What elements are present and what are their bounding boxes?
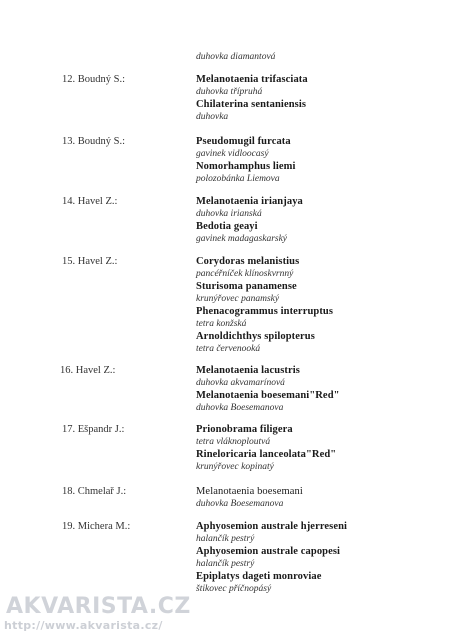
entry-number: 13. Boudný S.: xyxy=(62,136,126,147)
watermark-logo-text: AKVARISTA.CZ xyxy=(6,594,191,619)
scientific-name: Phenacogrammus interruptus xyxy=(196,306,334,317)
scientific-name: Melanotaenia boesemani xyxy=(196,486,303,497)
common-name: tetra červenooká xyxy=(196,344,261,354)
common-name: štikovec příčnopásý xyxy=(196,584,272,594)
scientific-name: Bedotia geayi xyxy=(196,221,258,232)
scientific-name: Sturisoma panamense xyxy=(196,281,297,292)
common-name: duhovka irianská xyxy=(196,209,262,219)
entry-number: 15. Havel Z.: xyxy=(62,256,118,267)
common-name: duhovka akvamarínová xyxy=(196,378,285,388)
common-name: tetra vláknoploutvá xyxy=(196,437,271,447)
entry-number: 18. Chmelař J.: xyxy=(62,486,127,497)
scientific-name: Melanotaenia lacustris xyxy=(196,365,300,376)
entry-number: 14. Havel Z.: xyxy=(62,196,118,207)
common-name: duhovka xyxy=(196,112,229,122)
watermark-url: http://www.akvarista.cz/ xyxy=(4,619,163,632)
entry-number: 17. Ešpandr J.: xyxy=(62,424,125,435)
scientific-name: Melanotaenia trifasciata xyxy=(196,74,308,85)
common-name: krunýřovec kopinatý xyxy=(196,462,274,472)
scientific-name: Pseudomugil furcata xyxy=(196,136,291,147)
common-name: polozobánka Liemova xyxy=(196,174,280,184)
entry-number: 16. Havel Z.: xyxy=(60,365,116,376)
common-name: krunýřovec panamský xyxy=(196,294,280,304)
common-name: halančík pestrý xyxy=(196,559,255,569)
common-name-top: duhovka diamantová xyxy=(196,52,276,62)
scientific-name: Melanotaenia boesemani"Red" xyxy=(196,390,340,401)
scientific-name: Arnoldichthys spilopterus xyxy=(196,331,315,342)
common-name: tetra konžská xyxy=(196,319,247,329)
common-name: gavinek vidloocasý xyxy=(196,149,269,159)
entry-number: 19. Michera M.: xyxy=(62,521,131,532)
scientific-name: Aphyosemion australe hjerreseni xyxy=(196,521,348,532)
scientific-name: Aphyosemion australe capopesi xyxy=(196,546,341,557)
common-name: pancéřníček klínoskvrnný xyxy=(196,269,294,279)
scientific-name: Melanotaenia irianjaya xyxy=(196,196,303,207)
scientific-name: Epiplatys dageti monroviae xyxy=(196,571,322,582)
scientific-name: Chilaterina sentaniensis xyxy=(196,99,307,110)
entry-number: 12. Boudný S.: xyxy=(62,74,126,85)
common-name: duhovka Boesemanova xyxy=(196,403,284,413)
watermark xyxy=(0,594,190,638)
scientific-name: Corydoras melanistius xyxy=(196,256,300,267)
common-name: duhovka třípruhá xyxy=(196,87,263,97)
common-name: halančík pestrý xyxy=(196,534,255,544)
common-name: duhovka Boesemanova xyxy=(196,499,284,509)
common-name: gavinek madagaskarský xyxy=(196,234,288,244)
scientific-name: Rineloricaria lanceolata"Red" xyxy=(196,449,337,460)
scientific-name: Prionobrama filigera xyxy=(196,424,293,435)
scientific-name: Nomorhamphus liemi xyxy=(196,161,296,172)
